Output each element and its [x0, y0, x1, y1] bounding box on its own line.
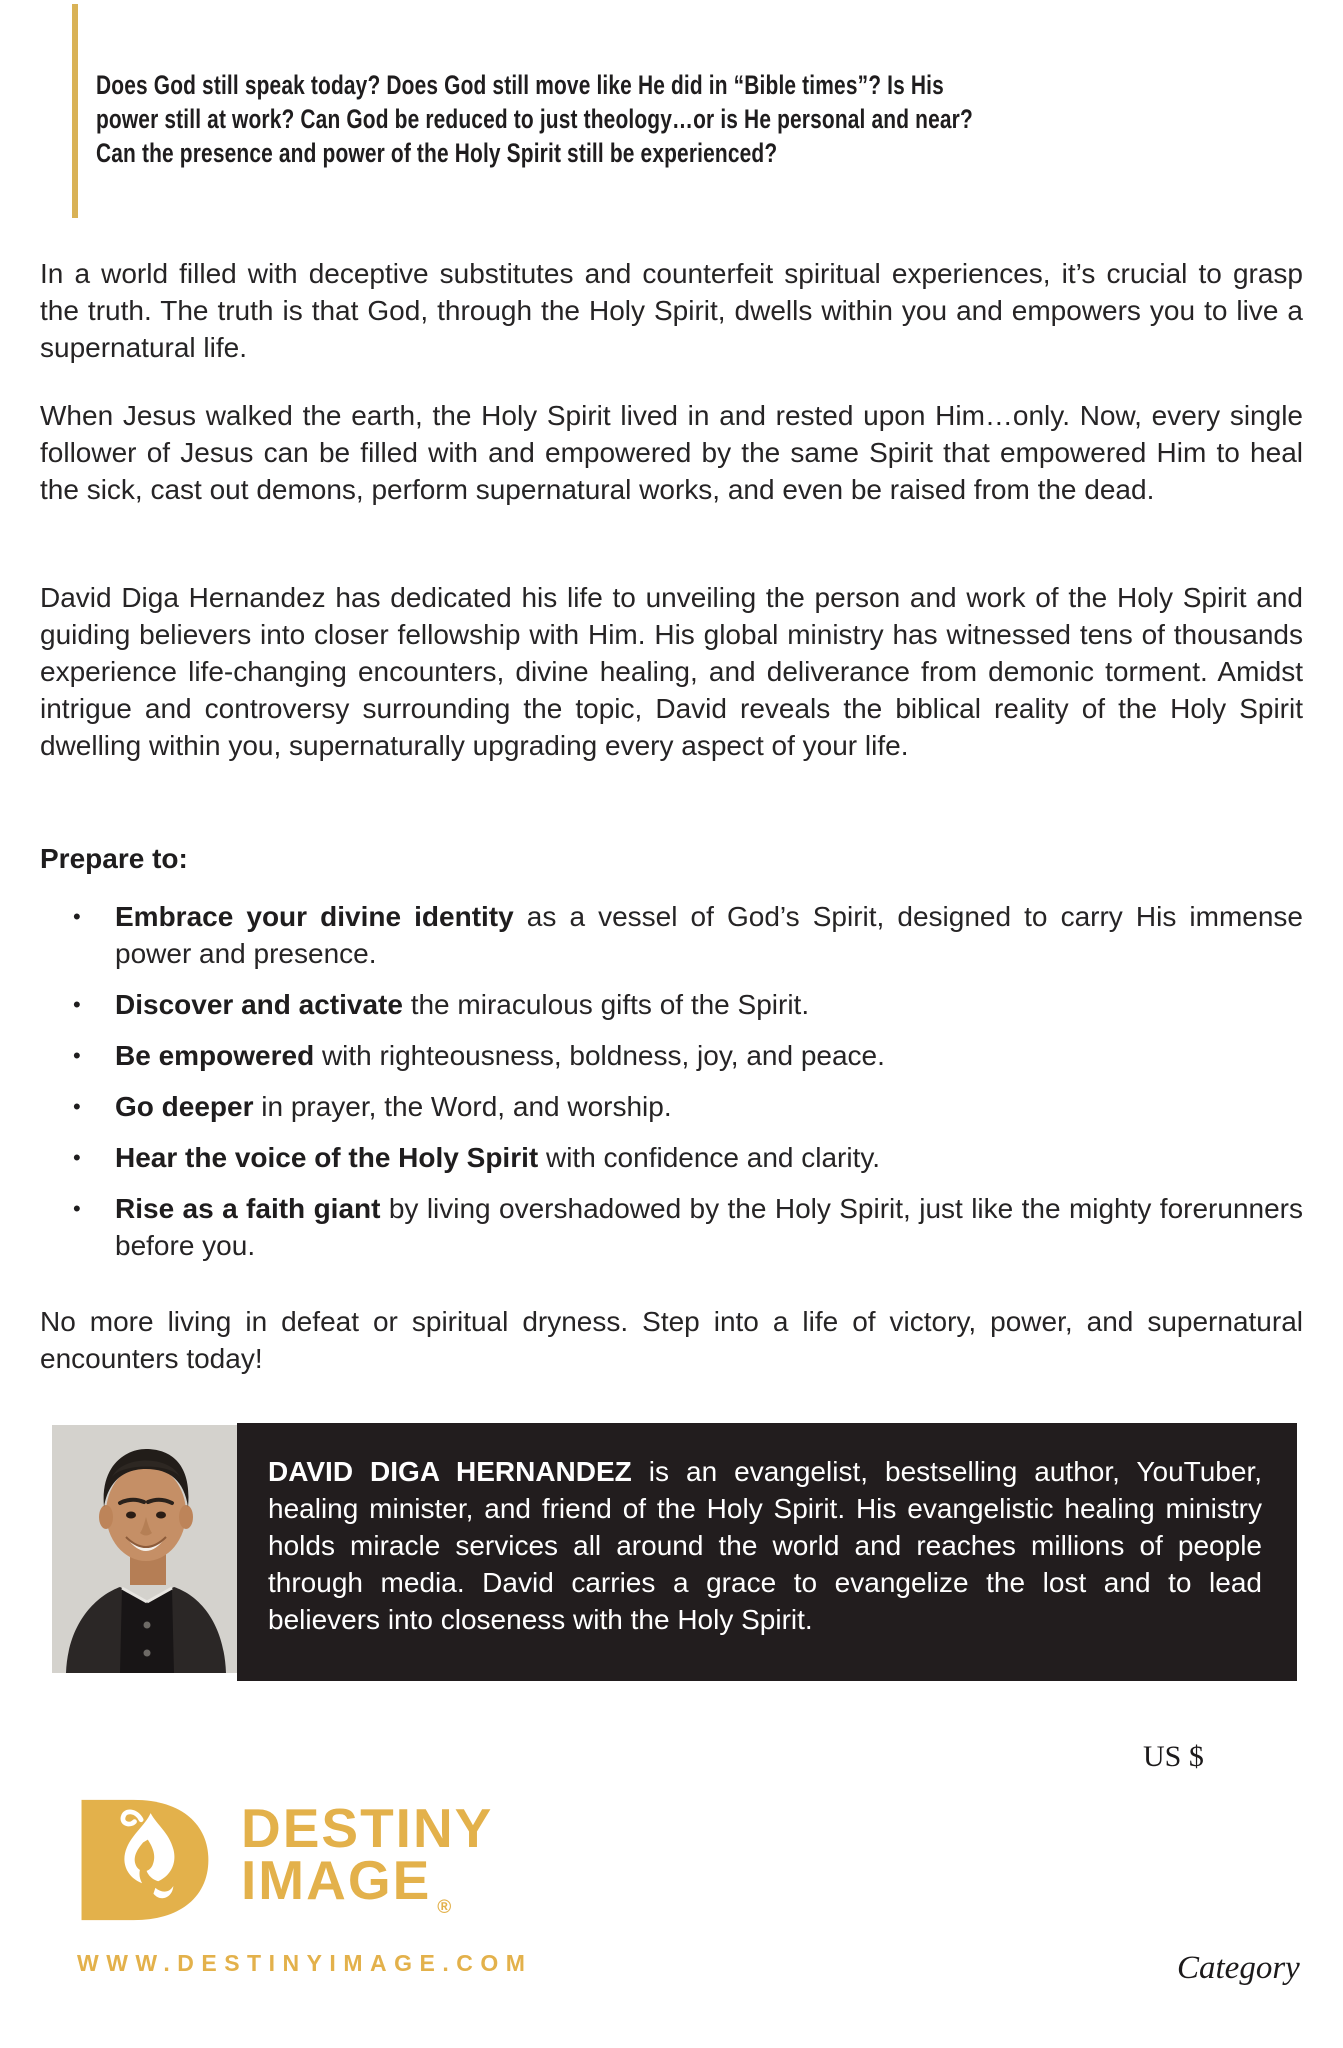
bullet-bold-text: Discover and activate: [115, 989, 403, 1020]
bullet-bold-text: Embrace your divine identity: [115, 901, 514, 932]
bullet-rest-text: by living overshadowed by the Holy Spirit, just like the mighty forerunners before you.: [115, 1193, 1303, 1261]
bullet-item-4: [40, 1088, 1303, 1125]
author-bio-text: [268, 1453, 1262, 1638]
bullet-rest-text: with righteousness, boldness, joy, and peace.: [314, 1040, 885, 1071]
publisher-name: [241, 1797, 494, 1934]
author-bio-body: is an evangelist, bestselling author, YouTuber, healing minister, and friend of the Holy Spirit. His evangelistic healing ministry holds miracle services all around the world and reaches millions of people through media. David carries a grace to evangelize the lost and to lead believers into closeness with the Holy Spirit.: [268, 1456, 1262, 1635]
body-paragraph-1: In a world filled with deceptive substitutes and counterfeit spiritual experiences, it’s crucial to grasp the truth. The truth is that God, through the Holy Spirit, dwells within you and empowers you to live a supernatural life.: [40, 258, 1303, 363]
destiny-image-flame-icon: [73, 1796, 215, 1924]
bullet-item-6: [40, 1190, 1303, 1264]
bullet-list: [40, 898, 1303, 1278]
category-label: Category: [1177, 1950, 1300, 1986]
bullet-dot: •: [73, 904, 81, 929]
bullet-dot: •: [73, 1043, 81, 1068]
closing-paragraph: No more living in defeat or spiritual dryness. Step into a life of victory, power, and supernatural encounters today!: [40, 1306, 1303, 1374]
publisher-logo-row: [55, 1796, 532, 1934]
bullet-item-5: [40, 1139, 1303, 1176]
prepare-to-heading: Prepare to:: [40, 843, 188, 874]
bullet-item-3: [40, 1037, 1303, 1074]
bullet-dot: •: [73, 1145, 81, 1170]
price-label: US $: [1143, 1740, 1204, 1773]
bullet-bold-text: Rise as a faith giant: [115, 1193, 381, 1224]
bullet-rest-text: the miraculous gifts of the Spirit.: [402, 989, 810, 1020]
bullet-bold-text: Go deeper: [115, 1091, 254, 1122]
author-name: DAVID DIGA HERNANDEZ: [268, 1456, 632, 1487]
bullet-rest-text: in prayer, the Word, and worship.: [253, 1091, 672, 1122]
bullet-item-2: [40, 986, 1303, 1023]
publisher-name-line2: IMAGE: [241, 1849, 432, 1911]
bullet-dot: •: [73, 1094, 81, 1119]
bullet-bold-text: Be empowered: [115, 1040, 315, 1071]
publisher-name-line2-row: [241, 1849, 493, 1934]
publisher-website: WWW.DESTINYIMAGE.COM: [77, 1950, 533, 1976]
bullet-bold-text: Hear the voice of the Holy Spirit: [115, 1142, 539, 1173]
publisher-name-line1: DESTINY: [241, 1797, 494, 1859]
bullet-dot: •: [73, 1196, 81, 1221]
author-photo: [52, 1425, 237, 1673]
bullet-rest-text: as a vessel of God’s Spirit, designed to carry His immense power and presence.: [115, 901, 1303, 969]
bullet-dot: •: [73, 992, 81, 1017]
intro-quote-text: Does God still speak today? Does God still move like He did in “Bible times”? Is His power still at work? Can God be reduced to just theology…or is He personal and near? Can the presence and power of the Holy Spirit still be experienced?: [96, 70, 973, 168]
body-paragraph-2: When Jesus walked the earth, the Holy Spirit lived in and rested upon Him…only. Now, every single follower of Jesus can be filled with and empowered by the same Spirit that empowered Him to heal the sick, cast out demons, perform supernatural works, and even be raised from the dead.: [40, 400, 1303, 505]
intro-quote-block: [72, 4, 1232, 218]
author-photo-illustration: [52, 1425, 237, 1673]
bullet-item-1: [40, 898, 1303, 972]
registered-trademark: ®: [437, 1897, 452, 1918]
body-paragraph-3: David Diga Hernandez has dedicated his life to unveiling the person and work of the Holy Spirit and guiding believers into closer fellowship with Him. His global ministry has witnessed tens of thousands experience life-changing encounters, divine healing, and deliverance from demonic torment. Amidst intrigue and controversy surrounding the topic, David reveals the biblical reality of the Holy Spirit dwelling within you, supernaturally upgrading every aspect of your life.: [40, 582, 1303, 761]
publisher-logo: [55, 1796, 532, 1977]
author-bio-box: [237, 1423, 1297, 1681]
bullet-rest-text: with confidence and clarity.: [538, 1142, 881, 1173]
